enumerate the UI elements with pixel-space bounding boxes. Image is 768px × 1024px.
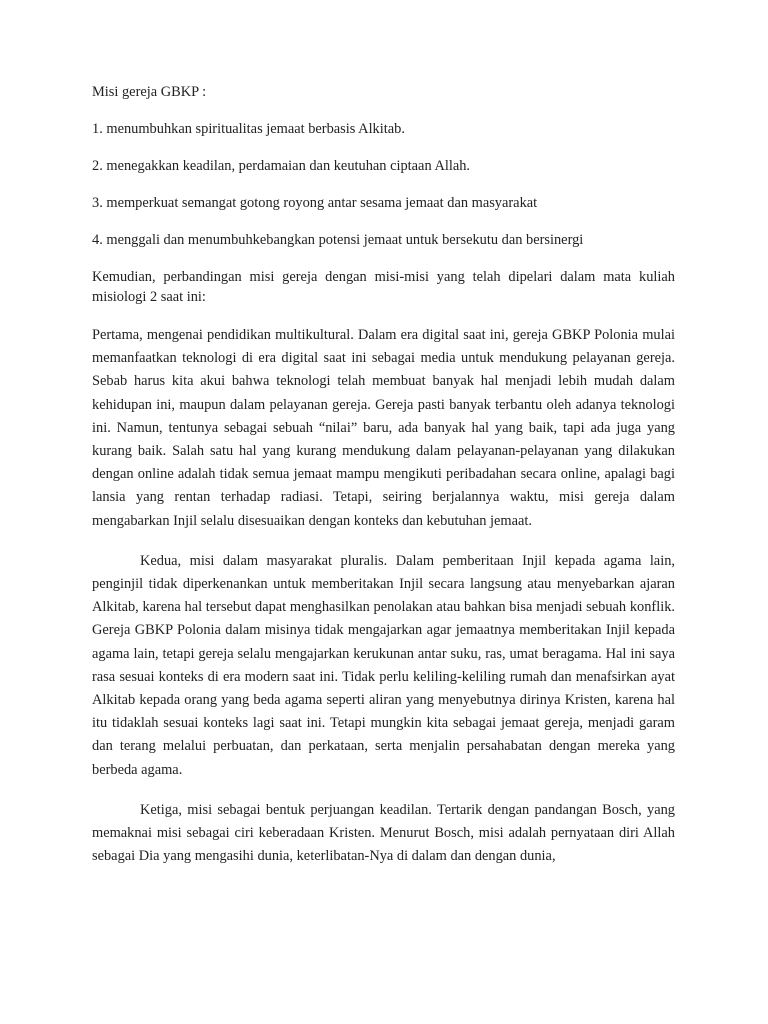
- paragraph-pertama: Pertama, mengenai pendidikan multikultural. Dalam era digital saat ini, gereja GBKP Polonia mulai memanfaatkan teknologi di era digital saat ini sebagai media untuk mendukung pelayanan gereja. Sebab harus kita akui bahwa teknologi telah membuat banyak hal menjadi lebih mudah dalam kehidupan ini, maupun dalam pelayanan gereja. Gereja pasti banyak terbantu oleh adanya teknologi ini. Namun, tentunya sebagai sebuah “nilai” baru, ada banyak hal yang baik, tapi ada juga yang kurang baik. Salah satu hal yang kurang mendukung dalam pelayanan-pelayanan yang dilakukan dengan online adalah tidak semua jemaat mampu mengikuti peribadahan secara online, apalagi bagi lansia yang rentan terhadap radiasi. Tetapi, seiring berjalannya waktu, misi gereja dalam mengabarkan Injil selalu disesuaikan dengan konteks dan kebutuhan jemaat.: [92, 327, 675, 529]
- paragraph-kedua: Kedua, misi dalam masyarakat pluralis. Dalam pemberitaan Injil kepada agama lain, penginjil tidak diperkenankan untuk memberitakan Injil secara langsung atau menyebarkan ajaran Alkitab, karena hal tersebut dapat menghasilkan penolakan atau bahkan bisa menjadi sebuah konflik. Gereja GBKP Polonia dalam misinya tidak mengajarkan agar jemaatnya memberitakan Injil kepada agama lain, tetapi gereja selalu mengajarkan kerukunan antar suku, ras, umat beragama. Hal ini saya rasa sesuai konteks di era modern saat ini. Tidak perlu keliling-keliling rumah dan menafsirkan ayat Alkitab kepada orang yang beda agama seperti aliran yang menyebutnya dirinya Kristen, karena hal itu tidaklah sesuai konteks lagi saat ini. Tetapi mungkin kita sebagai jemaat gereja, menjadi garam dan terang melalui perbuatan, dan perkataan, serta menjalin persahabatan dengan mereka yang berbeda agama.: [92, 552, 675, 778]
- intro-paragraph: Kemudian, perbandingan misi gereja dengan misi-misi yang telah dipelari dalam mata kuliah misiologi 2 saat ini:: [92, 269, 675, 305]
- mission-item-4: 4. menggali dan menumbuhkebangkan potensi jemaat untuk bersekutu dan bersinergi: [92, 232, 584, 248]
- document-title: Misi gereja GBKP :: [92, 84, 207, 100]
- document-body: [92, 82, 675, 885]
- mission-item-2: 2. menegakkan keadilan, perdamaian dan keutuhan ciptaan Allah.: [92, 158, 471, 174]
- mission-item-3: 3. memperkuat semangat gotong royong antar sesama jemaat dan masyarakat: [92, 195, 538, 211]
- mission-item-1: 1. menumbuhkan spiritualitas jemaat berbasis Alkitab.: [92, 121, 405, 137]
- paragraph-ketiga: Ketiga, misi sebagai bentuk perjuangan keadilan. Tertarik dengan pandangan Bosch, yang memaknai misi sebagai ciri keberadaan Kristen. Menurut Bosch, misi adalah pernyataan diri Allah sebagai Dia yang mengasihi dunia, keterlibatan-Nya di dalam dan dengan dunia,: [92, 801, 675, 865]
